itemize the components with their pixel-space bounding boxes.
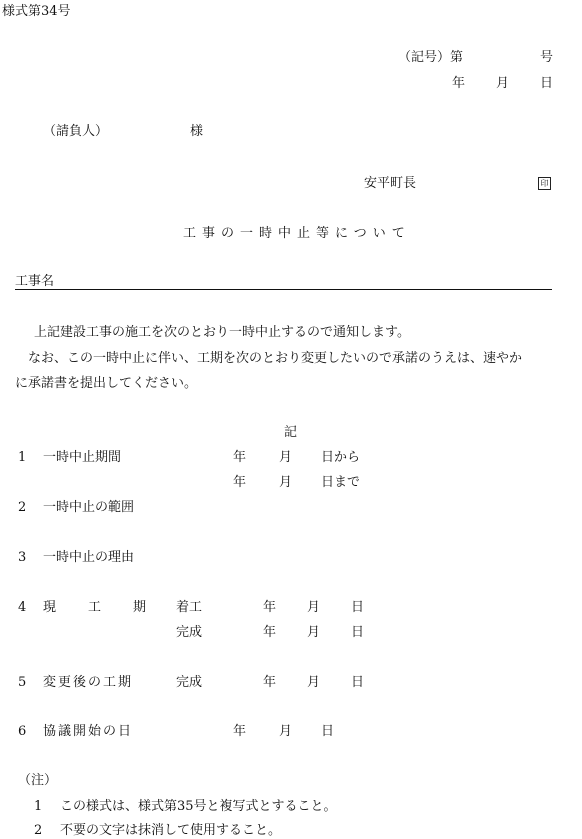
item-4-start-month: 月 <box>307 600 321 615</box>
body-line-3: に承諾書を提出してください。 <box>15 376 198 391</box>
item-5-year: 年 <box>263 675 277 690</box>
reference-label: （記号）第 <box>398 50 464 65</box>
date-year-label: 年 <box>452 76 466 91</box>
note-1-number: 1 <box>34 799 43 814</box>
item-5-month: 月 <box>307 675 321 690</box>
item-4-label-char-3: 期 <box>133 600 147 615</box>
item-1-from-day: 日から <box>321 450 361 465</box>
item-5-number: 5 <box>18 675 27 690</box>
item-4-number: 4 <box>18 600 27 615</box>
item-1-to-day: 日まで <box>321 475 361 490</box>
body-line-2: なお、この一時中止に伴い、工期を次のとおり変更したいので承諾のうえは、速やか <box>28 351 523 366</box>
notes-heading: （注） <box>18 773 58 788</box>
date-day-label: 日 <box>540 76 554 91</box>
item-1-to-year: 年 <box>233 475 247 490</box>
note-2-number: 2 <box>34 823 43 838</box>
item-6-month: 月 <box>279 724 293 739</box>
item-1-from-month: 月 <box>279 450 293 465</box>
body-line-1: 上記建設工事の施工を次のとおり一時中止するので通知します。 <box>34 325 410 340</box>
item-5-label: 変更後の工期 <box>43 675 134 690</box>
item-1-number: 1 <box>18 450 27 465</box>
item-6-label: 協議開始の日 <box>43 724 134 739</box>
note-2-text: 不要の文字は抹消して使用すること。 <box>60 823 282 838</box>
item-2-label: 一時中止の範囲 <box>43 500 135 515</box>
project-name-underline <box>15 289 552 290</box>
note-1-text: この様式は、様式第35号と複写式とすること。 <box>60 799 337 814</box>
item-4-start-day: 日 <box>351 600 365 615</box>
item-5-day: 日 <box>351 675 365 690</box>
item-1-to-month: 月 <box>279 475 293 490</box>
reference-suffix: 号 <box>540 50 554 65</box>
item-1-from-year: 年 <box>233 450 247 465</box>
ki-heading: 記 <box>284 425 298 440</box>
addressee-label: （請負人） <box>43 124 109 139</box>
item-4-label-char-2: 工 <box>88 600 102 615</box>
item-3-label: 一時中止の理由 <box>43 550 135 565</box>
document-title: 工事の一時中止等について <box>183 226 411 241</box>
item-5-finish-label: 完成 <box>176 675 203 690</box>
item-1-label: 一時中止期間 <box>43 450 122 465</box>
seal-mark: 印 <box>538 177 551 190</box>
item-4-finish-day: 日 <box>351 625 365 640</box>
item-4-start-label: 着工 <box>176 600 203 615</box>
form-number: 様式第34号 <box>2 4 71 19</box>
item-4-finish-year: 年 <box>263 625 277 640</box>
addressee-suffix: 様 <box>190 124 204 139</box>
item-2-number: 2 <box>18 500 27 515</box>
item-3-number: 3 <box>18 550 27 565</box>
item-6-year: 年 <box>233 724 247 739</box>
item-6-number: 6 <box>18 724 27 739</box>
item-4-finish-label: 完成 <box>176 625 203 640</box>
item-4-start-year: 年 <box>263 600 277 615</box>
item-4-label-char-1: 現 <box>43 600 57 615</box>
project-name-label: 工事名 <box>15 274 55 289</box>
sender-name: 安平町長 <box>364 176 417 191</box>
item-4-finish-month: 月 <box>307 625 321 640</box>
date-month-label: 月 <box>496 76 510 91</box>
item-6-day: 日 <box>321 724 335 739</box>
